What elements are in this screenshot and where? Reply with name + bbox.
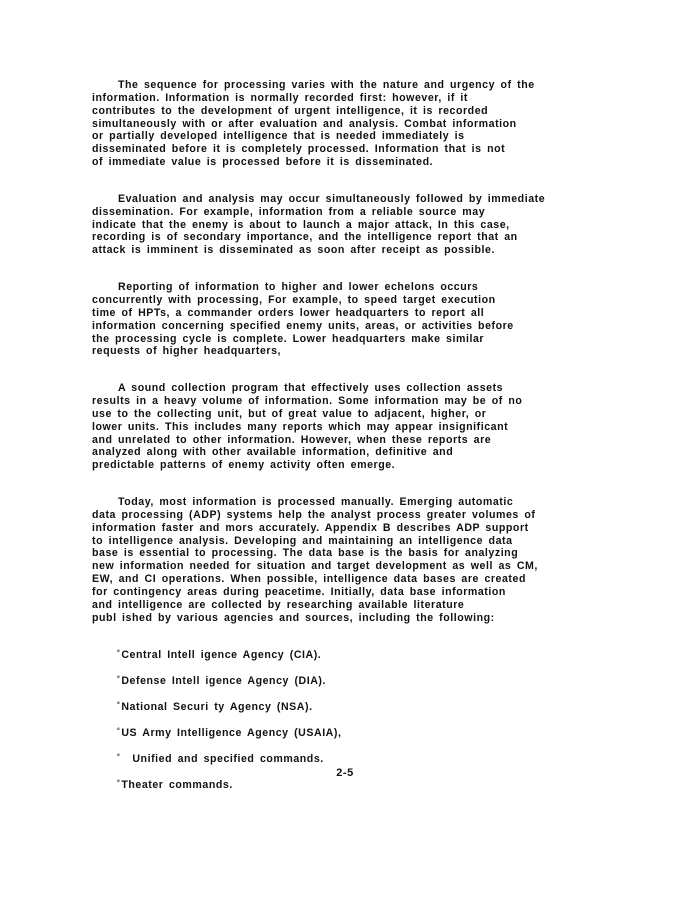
text-line: of immediate value is processed before it is disseminated. bbox=[92, 156, 434, 169]
list-item bbox=[117, 726, 690, 752]
text-line: and intelligence are collected by researching available literature bbox=[92, 598, 465, 611]
text-line: base is essential to processing. The data base is the basis for analyzing bbox=[92, 547, 519, 560]
paragraph-reporting bbox=[92, 281, 567, 358]
list-item-text: US Army Intelligence Agency (USAIA), bbox=[121, 726, 342, 739]
text-line: Today, most information is processed manually. Emerging automatic bbox=[118, 496, 514, 509]
text-line: information concerning specified enemy units, areas, or activities before bbox=[92, 319, 514, 332]
text-line: requests of higher headquarters, bbox=[92, 345, 282, 358]
list-item bbox=[117, 648, 690, 674]
text-line: time of HPTs, a commander orders lower headquarters to report all bbox=[92, 306, 485, 319]
text-line: new information needed for situation and target development as well as CM, bbox=[92, 560, 538, 573]
text-line: recording is of secondary importance, and the intelligence report that an bbox=[92, 231, 518, 244]
text-line: EW, and CI operations. When possible, intelligence data bases are created bbox=[92, 573, 526, 586]
text-line: contributes to the development of urgent intelligence, it is recorded bbox=[92, 104, 489, 117]
page-number: 2-5 bbox=[336, 767, 354, 779]
list-item bbox=[117, 700, 690, 726]
text-line: disseminated before it is completely processed. Information that is not bbox=[92, 143, 506, 156]
text-line: indicate that the enemy is about to launch a major attack, In this case, bbox=[92, 218, 510, 231]
degree-bullet-icon: ° bbox=[117, 649, 121, 657]
list-item-text: Theater commands. bbox=[121, 778, 233, 791]
degree-bullet-icon: ° bbox=[117, 701, 121, 709]
paragraph-evaluation-analysis bbox=[92, 193, 567, 257]
degree-bullet-icon: ° bbox=[117, 727, 121, 735]
degree-bullet-icon: ° bbox=[117, 675, 121, 683]
paragraph-manual-processing bbox=[92, 496, 567, 624]
text-line: Evaluation and analysis may occur simultaneously followed by immediate bbox=[118, 192, 546, 205]
text-line: information. Information is normally recorded first: however, if it bbox=[92, 91, 469, 104]
degree-bullet-icon: ° bbox=[117, 753, 121, 761]
text-line: the processing cycle is complete. Lower headquarters make similar bbox=[92, 332, 485, 345]
text-line: The sequence for processing varies with the nature and urgency of the bbox=[118, 79, 535, 91]
text-line: Reporting of information to higher and lower echelons occurs bbox=[118, 281, 479, 294]
text-line: analyzed along with other available information, definitive and bbox=[92, 446, 454, 459]
text-line: and unrelated to other information. However, when these reports are bbox=[92, 433, 492, 446]
list-item-text: Unified and specified commands. bbox=[132, 752, 324, 765]
text-line: publ ished by various agencies and sources, including the following: bbox=[92, 611, 495, 624]
text-line: results in a heavy volume of information. Some information may be of no bbox=[92, 395, 523, 408]
text-line: or partially developed intelligence that is needed immediately is bbox=[92, 130, 465, 143]
list-item-text: National Securi ty Agency (NSA). bbox=[121, 700, 313, 713]
agency-list bbox=[92, 648, 690, 804]
text-line: use to the collecting unit, but of great value to adjacent, higher, or bbox=[92, 407, 487, 420]
text-line: lower units. This includes many reports which may appear insignificant bbox=[92, 420, 509, 433]
list-item-text: Central Intell igence Agency (CIA). bbox=[121, 648, 322, 661]
list-item bbox=[117, 674, 690, 700]
list-item-text: Defense Intell igence Agency (DIA). bbox=[121, 674, 326, 687]
text-line: attack is imminent is disseminated as soon after receipt as possible. bbox=[92, 244, 495, 257]
text-line: information faster and mors accurately. Appendix B describes ADP support bbox=[92, 521, 529, 534]
text-line: data processing (ADP) systems help the analyst process greater volumes of bbox=[92, 508, 536, 521]
degree-bullet-icon: ° bbox=[117, 779, 121, 787]
text-line: dissemination. For example, information from a reliable source may bbox=[92, 205, 486, 218]
text-line: predictable patterns of enemy activity often emerge. bbox=[92, 459, 396, 472]
list-item bbox=[117, 778, 690, 804]
text-line: concurrently with processing, For example, to speed target execution bbox=[92, 293, 496, 306]
text-line: simultaneously with or after evaluation and analysis. Combat information bbox=[92, 117, 517, 130]
text-line: to intelligence analysis. Developing and maintaining an intelligence data bbox=[92, 534, 513, 547]
paragraph-collection-program bbox=[92, 382, 567, 472]
text-line: for contingency areas during peacetime. Initially, data base information bbox=[92, 586, 506, 598]
paragraph-processing-sequence bbox=[92, 79, 567, 169]
text-line: A sound collection program that effectively uses collection assets bbox=[118, 382, 504, 395]
